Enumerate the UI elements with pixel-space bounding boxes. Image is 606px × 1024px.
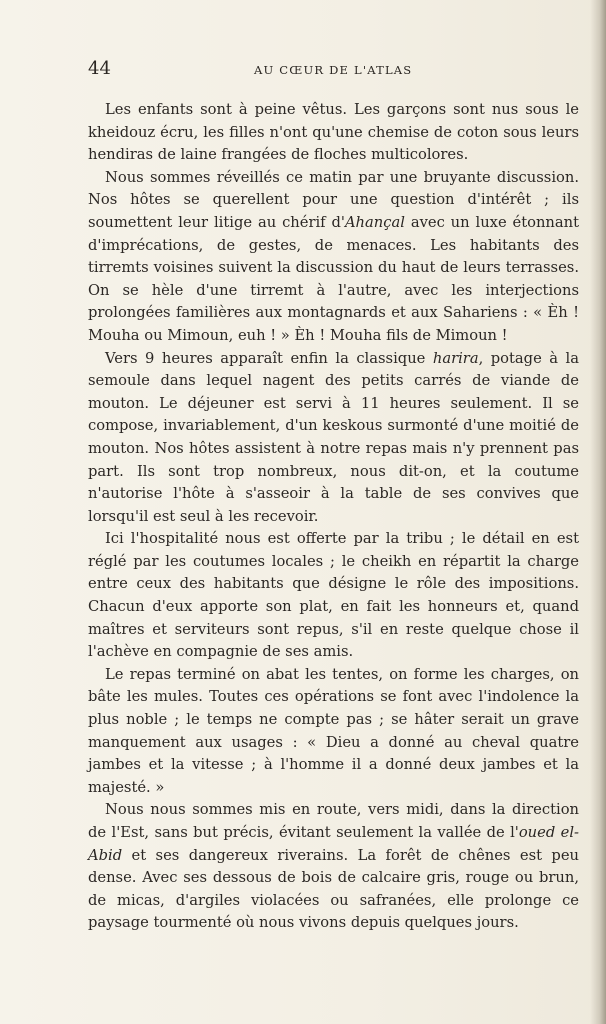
text-segment: Nous nous sommes mis en route, vers midi, dans la direction de l'Est, sans but précis, évitant seulement la vallée de l' [88, 801, 579, 841]
paragraph [88, 348, 579, 529]
paragraph [88, 664, 579, 800]
text-segment: Vers 9 heures apparaît enfin la classique [105, 349, 433, 367]
text-segment: Ici l'hospitalité nous est offerte par la tribu ; le détail en est réglé par les coutumes locales ; le cheikh en répartit la charge entre ceux des habitants que désigne le rôle des impositions. Chacun d'eux apporte son plat, en fait les honneurs et, quand maîtres et serviteurs sont repus, s'il en reste quelque chose il l'achève en compagnie de ses amis. [88, 530, 579, 661]
text-segment: avec un luxe étonnant d'imprécations, de gestes, de menaces. Les habitants des tirremts voisines suivent la discussion du haut de leurs terrasses. On se hèle d'une tirremt à l'autre, avec les interjections prolongées familières aux montagnards et aux Sahariens : « Èh ! Mouha ou Mimoun, euh ! » Èh ! Mouha fils de Mimoun ! [88, 213, 580, 344]
text-segment: Les enfants sont à peine vêtus. Les garçons sont nus sous le kheidouz écru, les filles n'ont qu'une chemise de coton sous leurs hendiras de laine frangées de floches multicolores. [88, 101, 579, 164]
italic-term: harira [432, 349, 479, 367]
page-header [88, 58, 579, 82]
paragraph [88, 528, 579, 664]
text-segment: , potage à la semoule dans lequel nagent des petits carrés de viande de mouton. Le déjeuner est servi à 11 heures seulement. Il se compose, invariablement, d'un keskous surmonté d'une moitié de mouton. Nos hôtes assistent à notre repas mais n'y prennent pas part. Ils sont trop nombreux, nous dit-on, et la coutume n'autorise l'hôte à s'asseoir à la table de ses convives que lorsqu'il est seul à les recevoir. [88, 349, 579, 525]
paragraph [88, 99, 579, 167]
running-title: AU CŒUR DE L'ATLAS [254, 63, 413, 77]
page-number: 44 [88, 58, 111, 79]
text-segment: Le repas terminé on abat les tentes, on forme les charges, on bâte les mules. Toutes ces opérations se font avec l'indolence la plus noble ; le temps ne compte pas ; se hâter serait un grave manquement aux usages : « Dieu a donné au cheval quatre jambes et la vitesse ; à l'homme il a donné deux jambes et la majesté. » [88, 665, 579, 796]
italic-term: oued el-Abid [88, 824, 579, 864]
body-text [88, 99, 579, 935]
italic-term: Ahançal [344, 213, 405, 231]
text-segment: Nous sommes réveillés ce matin par une bruyante discussion. Nos hôtes se querellent pour une question d'intérêt ; ils soumettent leur litige au chérif d' [88, 168, 579, 231]
paragraph [88, 799, 579, 935]
paragraph [88, 167, 579, 348]
page-edge-shadow [590, 0, 606, 1024]
text-segment: et ses dangereux riverains. La forêt de chênes est peu dense. Avec ses dessous de bois de calcaire gris, rouge ou brun, de micas, d'argiles violacées ou safranées, elle prolonge ce paysage tourmenté où nous vivons depuis quelques jours. [88, 846, 579, 932]
